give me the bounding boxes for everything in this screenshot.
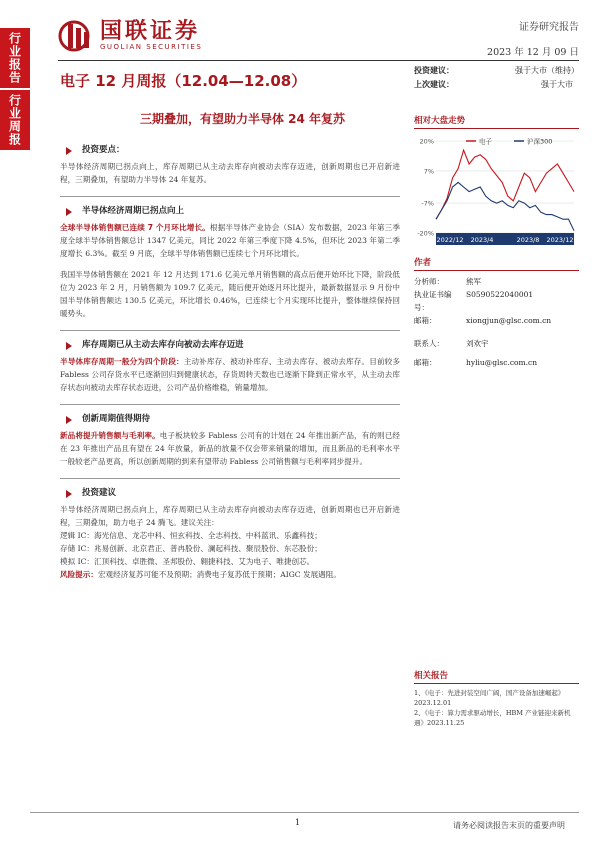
- paragraph: [60, 355, 400, 394]
- section-heading-text: 库存周期已从主动去库存向被动去库存迈进: [82, 340, 244, 350]
- author-row: [414, 288, 579, 314]
- author-value: xiongjun@glsc.com.cn: [466, 316, 552, 325]
- report-type: 证券研究报告: [519, 22, 579, 33]
- side-tab-industry-weekly: 行业周报: [0, 90, 30, 150]
- chart-series-line: [436, 150, 574, 219]
- paragraph: [60, 529, 400, 542]
- triangle-bullet-icon: [66, 416, 72, 424]
- paragraph: [60, 429, 400, 468]
- chart-x-tick-label: 2023/8: [516, 236, 540, 244]
- rating-current: [414, 64, 579, 78]
- paragraph: [60, 568, 400, 581]
- paragraph: [60, 221, 400, 260]
- paragraph: [60, 160, 400, 186]
- chart-y-tick-label: -7%: [421, 199, 434, 208]
- page-number: 1: [295, 818, 301, 827]
- report-date: 2023 年 12 月 09 日: [487, 47, 579, 58]
- side-tab-industry-report: 行业报告: [0, 28, 30, 88]
- related-list: [414, 688, 579, 728]
- paragraph-text: 存储 IC：兆易创新、北京君正、普冉股份、澜起科技、聚辰股份、东芯股份；: [60, 544, 322, 553]
- main-body: [60, 136, 400, 581]
- triangle-bullet-icon: [66, 208, 72, 216]
- section-divider: [60, 196, 400, 197]
- paragraph-lead: 半导体库存周期一般分为四个阶段：: [60, 357, 184, 366]
- rating-current-value: 强于大市（维持）: [515, 66, 579, 75]
- paragraph-lead: 全球半导体销售额已连续 7 个月环比增长。: [60, 223, 210, 232]
- chart-legend-label: 沪深300: [527, 137, 553, 146]
- related-title: 相关报告: [414, 669, 579, 684]
- rating-previous-label: 上次建议：: [414, 80, 454, 89]
- page-title: 电子 12 月周报（12.04—12.08）: [60, 72, 307, 90]
- paragraph: [60, 268, 400, 320]
- authors-title: 作者: [414, 256, 579, 271]
- chart-x-tick-label: 2022/12: [436, 236, 464, 244]
- paragraph-text: 电子板块较多 Fabless 公司有的计划在 24 年推出新产品，有的则已经在 23 年推出产品且有望在 24 年放量，新品的放量不仅会带来销量的增加，而且新品的毛利率水平一般较老产品更高，所以创新周期的到来有望带动 Fabless 公司销售额与毛利率同步提升。: [60, 431, 400, 466]
- paragraph-lead: 风险提示：: [60, 570, 98, 579]
- authors-list: [414, 275, 579, 369]
- section-heading: [60, 487, 400, 500]
- chart-y-tick-label: 7%: [423, 167, 434, 176]
- author-row: [414, 275, 579, 288]
- paragraph-text: 宏观经济复苏可能不及预期；消费电子复苏低于预期；AIGC 发展遇阻。: [97, 570, 341, 579]
- triangle-bullet-icon: [66, 490, 72, 498]
- right-column: [414, 62, 579, 728]
- author-key: 联系人：: [414, 339, 444, 348]
- author-value: S0590522040001: [466, 290, 534, 299]
- author-key: 邮箱：: [414, 358, 437, 367]
- section-heading: [60, 205, 400, 218]
- triangle-bullet-icon: [66, 342, 72, 350]
- author-value: 熊军: [466, 277, 481, 286]
- chart-y-tick-label: -20%: [417, 229, 434, 238]
- chart-svg: [414, 133, 579, 248]
- section-heading: [60, 413, 400, 426]
- paragraph-gap: [60, 260, 400, 268]
- author-row: [414, 314, 579, 327]
- footer-disclaimer: 请务必阅读报告末页的重要声明: [453, 821, 565, 830]
- paragraph-text: 半导体经济周期已拐点向上，库存周期已从主动去库存向被动去库存迈进，创新周期也已开启新进程，三期叠加，有望助力半导体 24 年复苏。: [60, 162, 400, 184]
- paragraph-text: 主动补库存、被动补库存、主动去库存、被动去库存。目前较多 Fabless 公司存货水平已逐渐回归到健康状态，存货周转天数也已逐渐下降到正常水平，从主动去库存状态向被动去库存状态迈进，公司产品价格维稳，销量增加。: [60, 357, 400, 392]
- chart-y-tick-label: 20%: [419, 137, 434, 146]
- logo-mark-icon: [58, 20, 94, 52]
- author-value: 刘欢宇: [466, 339, 489, 348]
- chart-x-tick-label: 2023/4: [470, 236, 494, 244]
- page-subtitle: 三期叠加，有望助力半导体 24 年复苏: [140, 112, 346, 126]
- section-divider: [60, 330, 400, 331]
- rating-previous-value: 强于大市: [541, 80, 573, 89]
- paragraph-text: 模拟 IC：汇顶科技、卓胜微、圣邦股份、翱捷科技、艾为电子、唯捷创芯。: [60, 557, 315, 566]
- author-key: 分析师：: [414, 277, 444, 286]
- chart-legend-label: 电子: [479, 137, 492, 146]
- section-heading-text: 投资要点：: [82, 145, 125, 155]
- section-divider: [60, 404, 400, 405]
- chart-x-tick-label: 2023/12: [546, 236, 574, 244]
- rating-previous: [414, 78, 579, 92]
- section-heading: [60, 339, 400, 352]
- footer-divider: [30, 812, 579, 813]
- author-value: hyliu@glsc.com.cn: [466, 358, 538, 367]
- paragraph: [60, 503, 400, 529]
- author-row: [414, 337, 579, 350]
- section-heading-text: 半导体经济周期已拐点向上: [82, 206, 185, 216]
- logo-cn-text: 国联证券: [100, 19, 201, 44]
- logo-en-text: GUOLIAN SECURITIES: [100, 43, 203, 51]
- relative-trend-chart: [414, 133, 579, 248]
- triangle-bullet-icon: [66, 147, 72, 155]
- paragraph-text: 根据半导体产业协会（SIA）发布数据，2023 年第三季度全球半导体销售额总计 1347 亿美元，同比 2022 年第三季度下降 4.5%，但环比 2023 年第二季度增长 6.3%。截至 9 月底，全球半导体销售额已连续七个月环比增长。: [60, 223, 400, 258]
- related-report-item: 1、《电子：先进封装空间广阔，国产设备加速崛起》2023.12.01: [414, 689, 565, 707]
- paragraph: [60, 542, 400, 555]
- paragraph: [60, 555, 400, 568]
- paragraph-text: 我国半导体销售额在 2021 年 12 月达到 171.6 亿美元单月销售额的高点后便开始环比下降，阶段低位为 2023 年 2 月，月销售额为 109.7 亿美元，随后便开始逐月环比提升，最新数据显示 9 月份中国半导体销售额达 130.5 亿美元，环比增长 0.46%，已连续七个月实现环比提升，整体继续保持回暖势头。: [60, 270, 400, 318]
- rating-current-label: 投资建议：: [414, 66, 454, 75]
- chart-title: 相对大盘走势: [414, 114, 579, 129]
- section-heading-text: 投资建议: [82, 488, 117, 498]
- paragraph-text: 半导体经济周期已拐点向上，库存周期已从主动去库存向被动去库存迈进，创新周期也已开启新进程，三期叠加，助力电子 24 腾飞。建议关注：: [60, 505, 400, 527]
- brand-logo: [58, 20, 202, 52]
- paragraph-text: 逻辑 IC：海光信息、龙芯中科、恒玄科技、全志科技、中科蓝讯、乐鑫科技；: [60, 531, 322, 540]
- section-heading: [60, 144, 400, 157]
- related-report-item: 2、《电子：算力需求驱动增长，HBM 产业链迎来新机遇》2023.11.25: [414, 709, 571, 727]
- author-key: 邮箱：: [414, 316, 437, 325]
- header-divider: [58, 60, 579, 61]
- section-heading-text: 创新周期值得期待: [82, 414, 151, 424]
- author-row: [414, 356, 579, 369]
- section-divider: [60, 478, 400, 479]
- paragraph-lead: 新品将提升销售额与毛利率。: [60, 431, 160, 440]
- author-key: 执业证书编号：: [414, 290, 452, 312]
